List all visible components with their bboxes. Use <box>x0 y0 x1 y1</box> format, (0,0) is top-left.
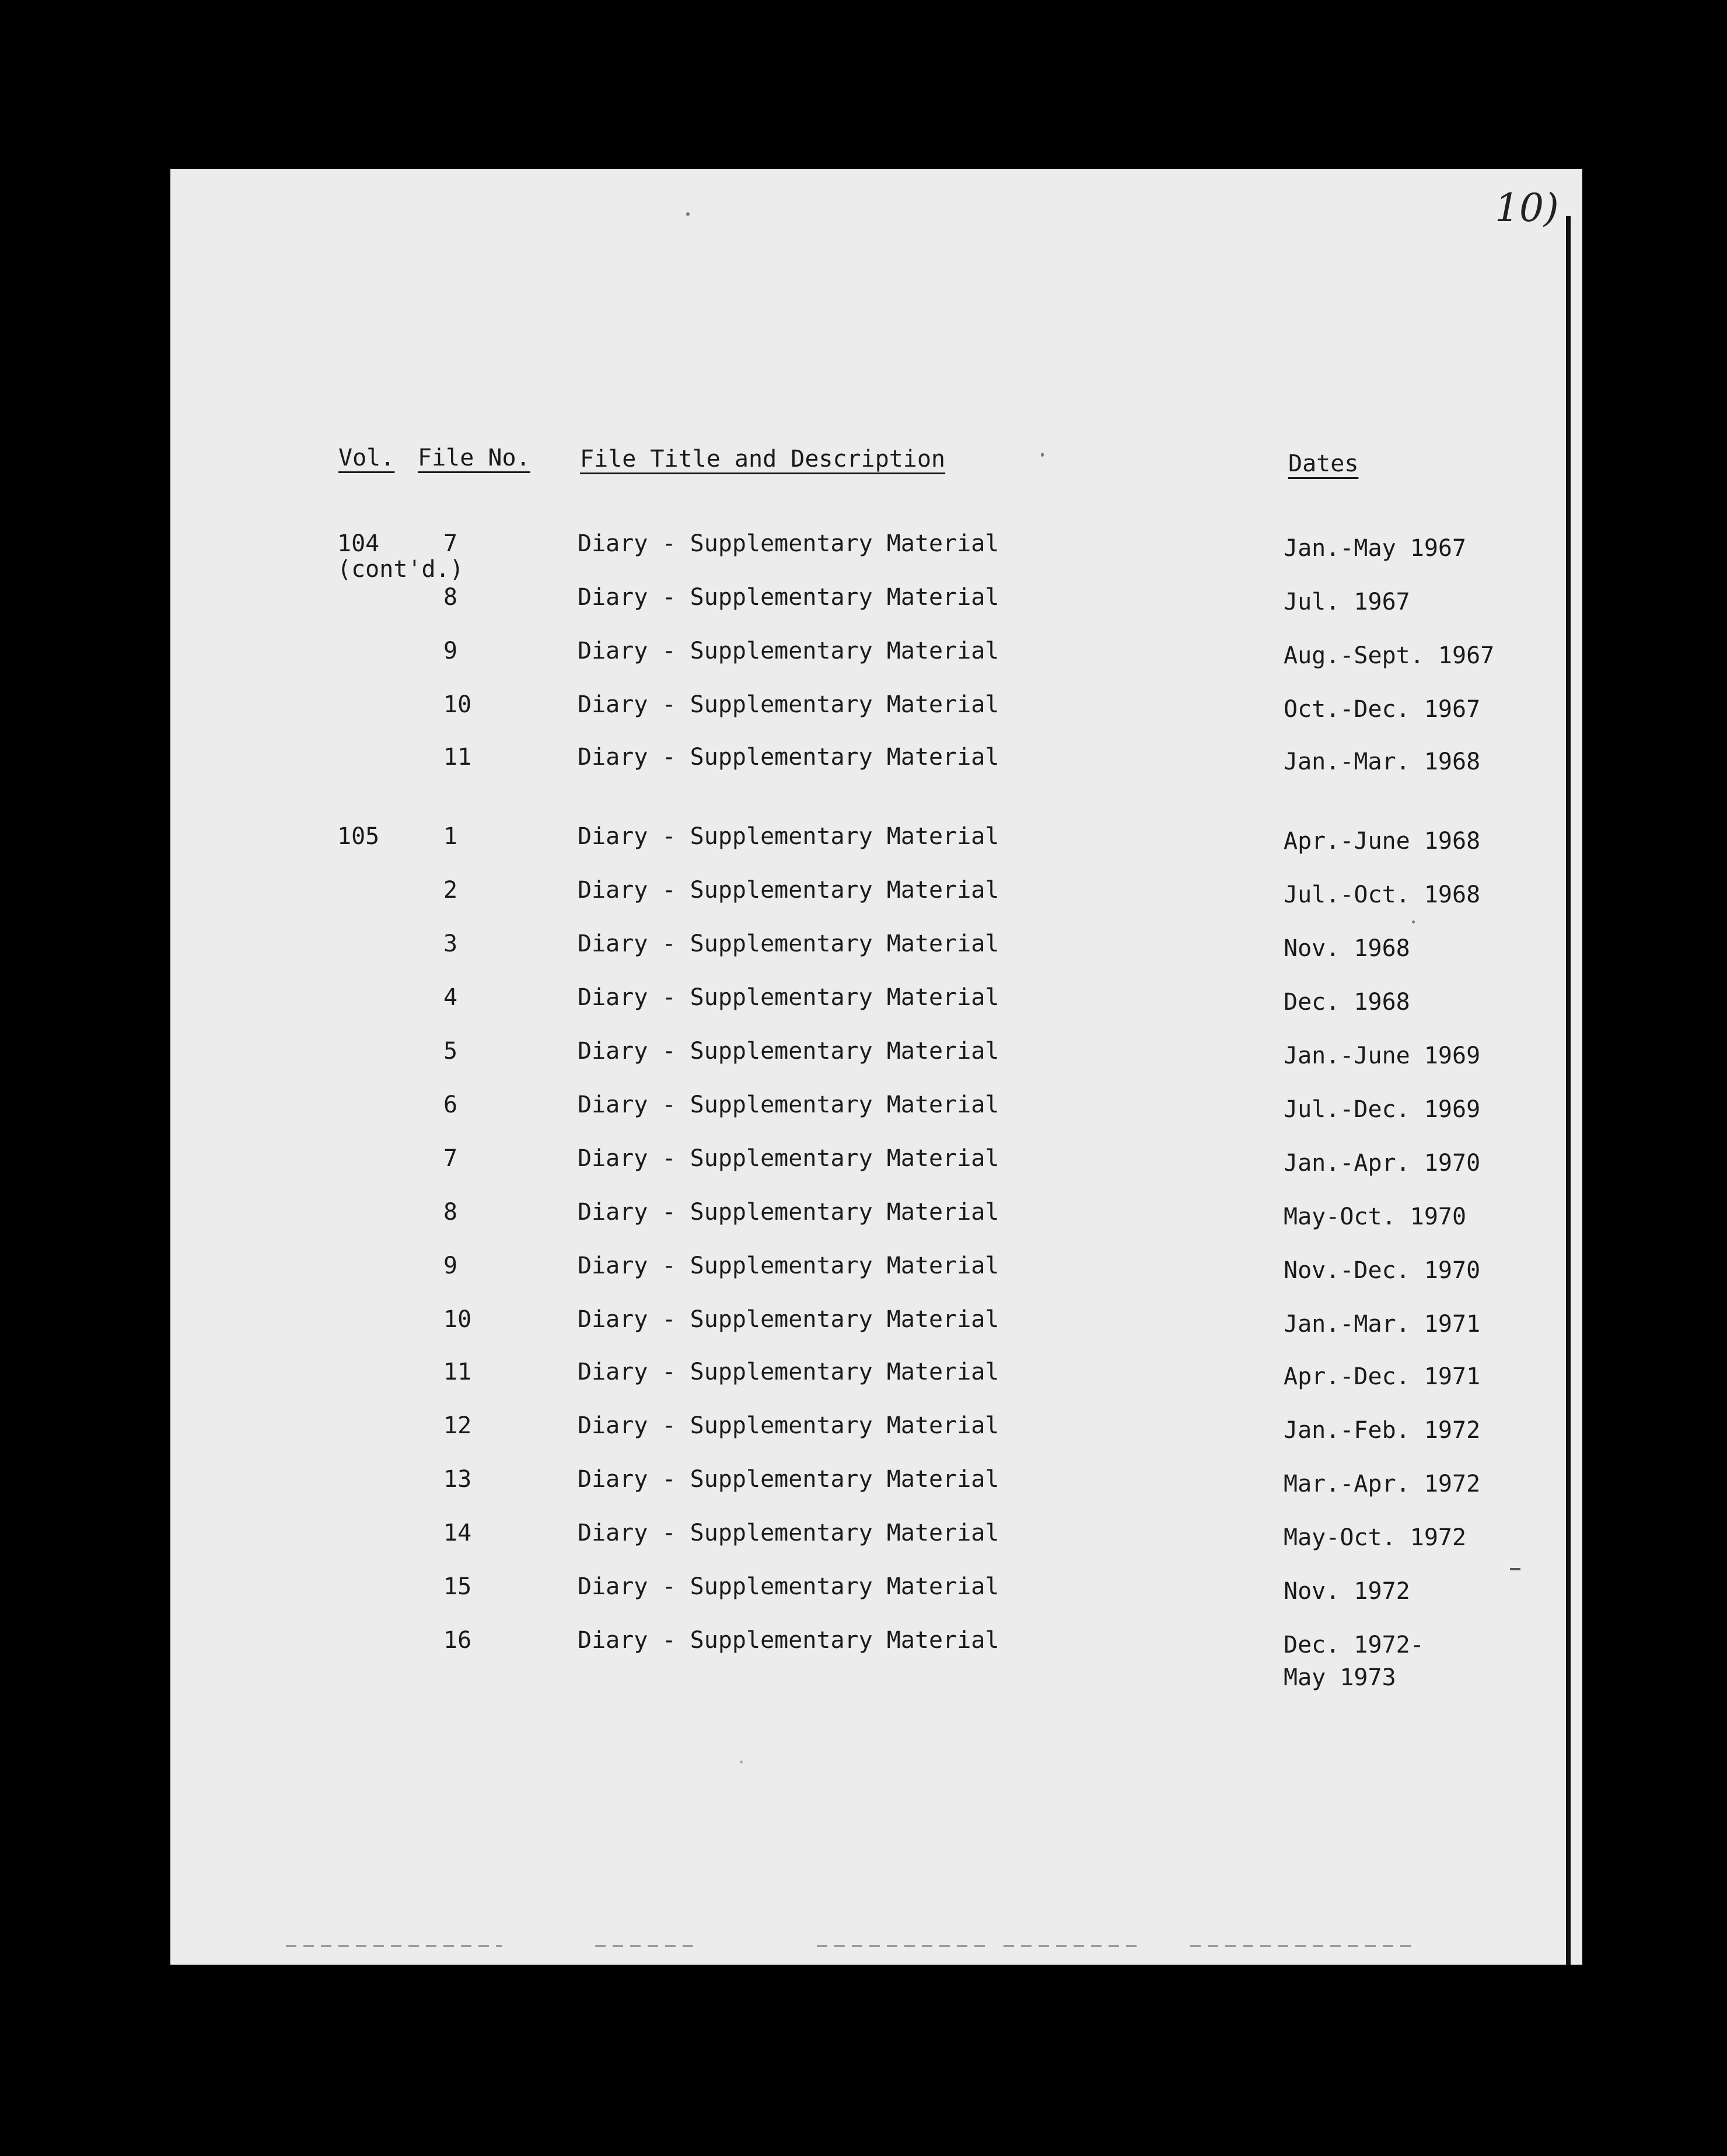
file-dates: Jan.-Apr. 1970 <box>1284 1150 1481 1177</box>
bottom-dash-line <box>286 1945 502 1947</box>
file-dates: Dec. 1972- <box>1284 1632 1424 1658</box>
header-dates: Dates <box>1288 450 1359 477</box>
file-title: Diary - Supplementary Material <box>578 1412 999 1439</box>
file-title: Diary - Supplementary Material <box>578 1627 999 1654</box>
file-number: 14 <box>443 1520 472 1546</box>
file-dates: Apr.-Dec. 1971 <box>1284 1363 1481 1390</box>
file-number: 15 <box>443 1573 472 1600</box>
vol-note: (cont'd.) <box>337 556 464 583</box>
scan-speck <box>686 212 690 216</box>
file-number: 4 <box>443 984 458 1011</box>
file-number: 2 <box>443 877 458 904</box>
file-dates: Jul.-Oct. 1968 <box>1284 881 1481 908</box>
file-number: 10 <box>443 1306 472 1333</box>
file-dates: Aug.-Sept. 1967 <box>1284 642 1495 669</box>
file-title: Diary - Supplementary Material <box>578 1145 999 1172</box>
file-title: Diary - Supplementary Material <box>578 1252 999 1279</box>
file-dates: Jan.-Feb. 1972 <box>1284 1417 1481 1444</box>
file-dates: Jul. 1967 <box>1284 589 1410 615</box>
file-dates: Jan.-Mar. 1971 <box>1284 1311 1481 1338</box>
vol-number: 105 <box>337 823 380 850</box>
header-file-no: File No. <box>418 444 530 471</box>
header-title: File Title and Description <box>580 446 946 473</box>
file-number: 7 <box>443 1145 458 1172</box>
file-number: 12 <box>443 1412 472 1439</box>
bottom-dash-line <box>1004 1945 1144 1947</box>
file-number: 9 <box>443 638 458 664</box>
file-title: Diary - Supplementary Material <box>578 1038 999 1065</box>
file-dates: Mar.-Apr. 1972 <box>1284 1471 1481 1497</box>
vol-number: 104 <box>337 530 380 557</box>
file-number: 8 <box>443 1199 458 1226</box>
bottom-dash-line <box>595 1945 700 1947</box>
file-number: 5 <box>443 1038 458 1065</box>
scan-speck <box>740 1760 743 1763</box>
file-number: 8 <box>443 584 458 611</box>
file-title: Diary - Supplementary Material <box>578 1573 999 1600</box>
file-dates: May-Oct. 1970 <box>1284 1203 1467 1230</box>
file-dates: May-Oct. 1972 <box>1284 1524 1467 1551</box>
file-title: Diary - Supplementary Material <box>578 823 999 850</box>
file-title: Diary - Supplementary Material <box>578 1091 999 1118</box>
file-number: 10 <box>443 691 472 718</box>
file-number: 3 <box>443 930 458 957</box>
file-number: 11 <box>443 744 472 771</box>
file-dates: Nov. 1968 <box>1284 935 1410 962</box>
file-title: Diary - Supplementary Material <box>578 930 999 957</box>
file-title: Diary - Supplementary Material <box>578 530 999 557</box>
header-vol: Vol. <box>338 444 395 471</box>
file-title: Diary - Supplementary Material <box>578 638 999 664</box>
bottom-dash-line <box>1190 1945 1412 1947</box>
scan-mark <box>1510 1568 1520 1570</box>
file-dates: Nov. 1972 <box>1284 1578 1410 1605</box>
file-number: 9 <box>443 1252 458 1279</box>
file-title: Diary - Supplementary Material <box>578 1359 999 1385</box>
file-dates: Oct.-Dec. 1967 <box>1284 696 1481 723</box>
file-title: Diary - Supplementary Material <box>578 1199 999 1226</box>
file-number: 11 <box>443 1359 472 1385</box>
file-dates: Nov.-Dec. 1970 <box>1284 1257 1481 1284</box>
file-title: Diary - Supplementary Material <box>578 984 999 1011</box>
file-number: 7 <box>443 530 458 557</box>
file-title: Diary - Supplementary Material <box>578 744 999 771</box>
file-dates-line2: May 1973 <box>1284 1664 1396 1691</box>
file-dates: Jul.-Dec. 1969 <box>1284 1096 1481 1123</box>
file-dates: Apr.-June 1968 <box>1284 828 1481 855</box>
file-dates: Jan.-June 1969 <box>1284 1042 1481 1069</box>
scan-speck <box>1412 921 1415 923</box>
file-number: 1 <box>443 823 458 850</box>
file-dates: Dec. 1968 <box>1284 989 1410 1016</box>
file-number: 13 <box>443 1466 472 1493</box>
file-title: Diary - Supplementary Material <box>578 1520 999 1546</box>
page-number-handwritten: 10) <box>1495 186 1559 230</box>
file-title: Diary - Supplementary Material <box>578 584 999 611</box>
file-title: Diary - Supplementary Material <box>578 1306 999 1333</box>
file-title: Diary - Supplementary Material <box>578 691 999 718</box>
page-edge-shadow <box>1566 216 1571 1965</box>
file-dates: Jan.-May 1967 <box>1284 535 1467 562</box>
scan-speck <box>1041 453 1044 457</box>
file-dates: Jan.-Mar. 1968 <box>1284 748 1481 775</box>
bottom-dash-line <box>817 1945 992 1947</box>
file-title: Diary - Supplementary Material <box>578 877 999 904</box>
file-title: Diary - Supplementary Material <box>578 1466 999 1493</box>
file-number: 16 <box>443 1627 472 1654</box>
file-number: 6 <box>443 1091 458 1118</box>
